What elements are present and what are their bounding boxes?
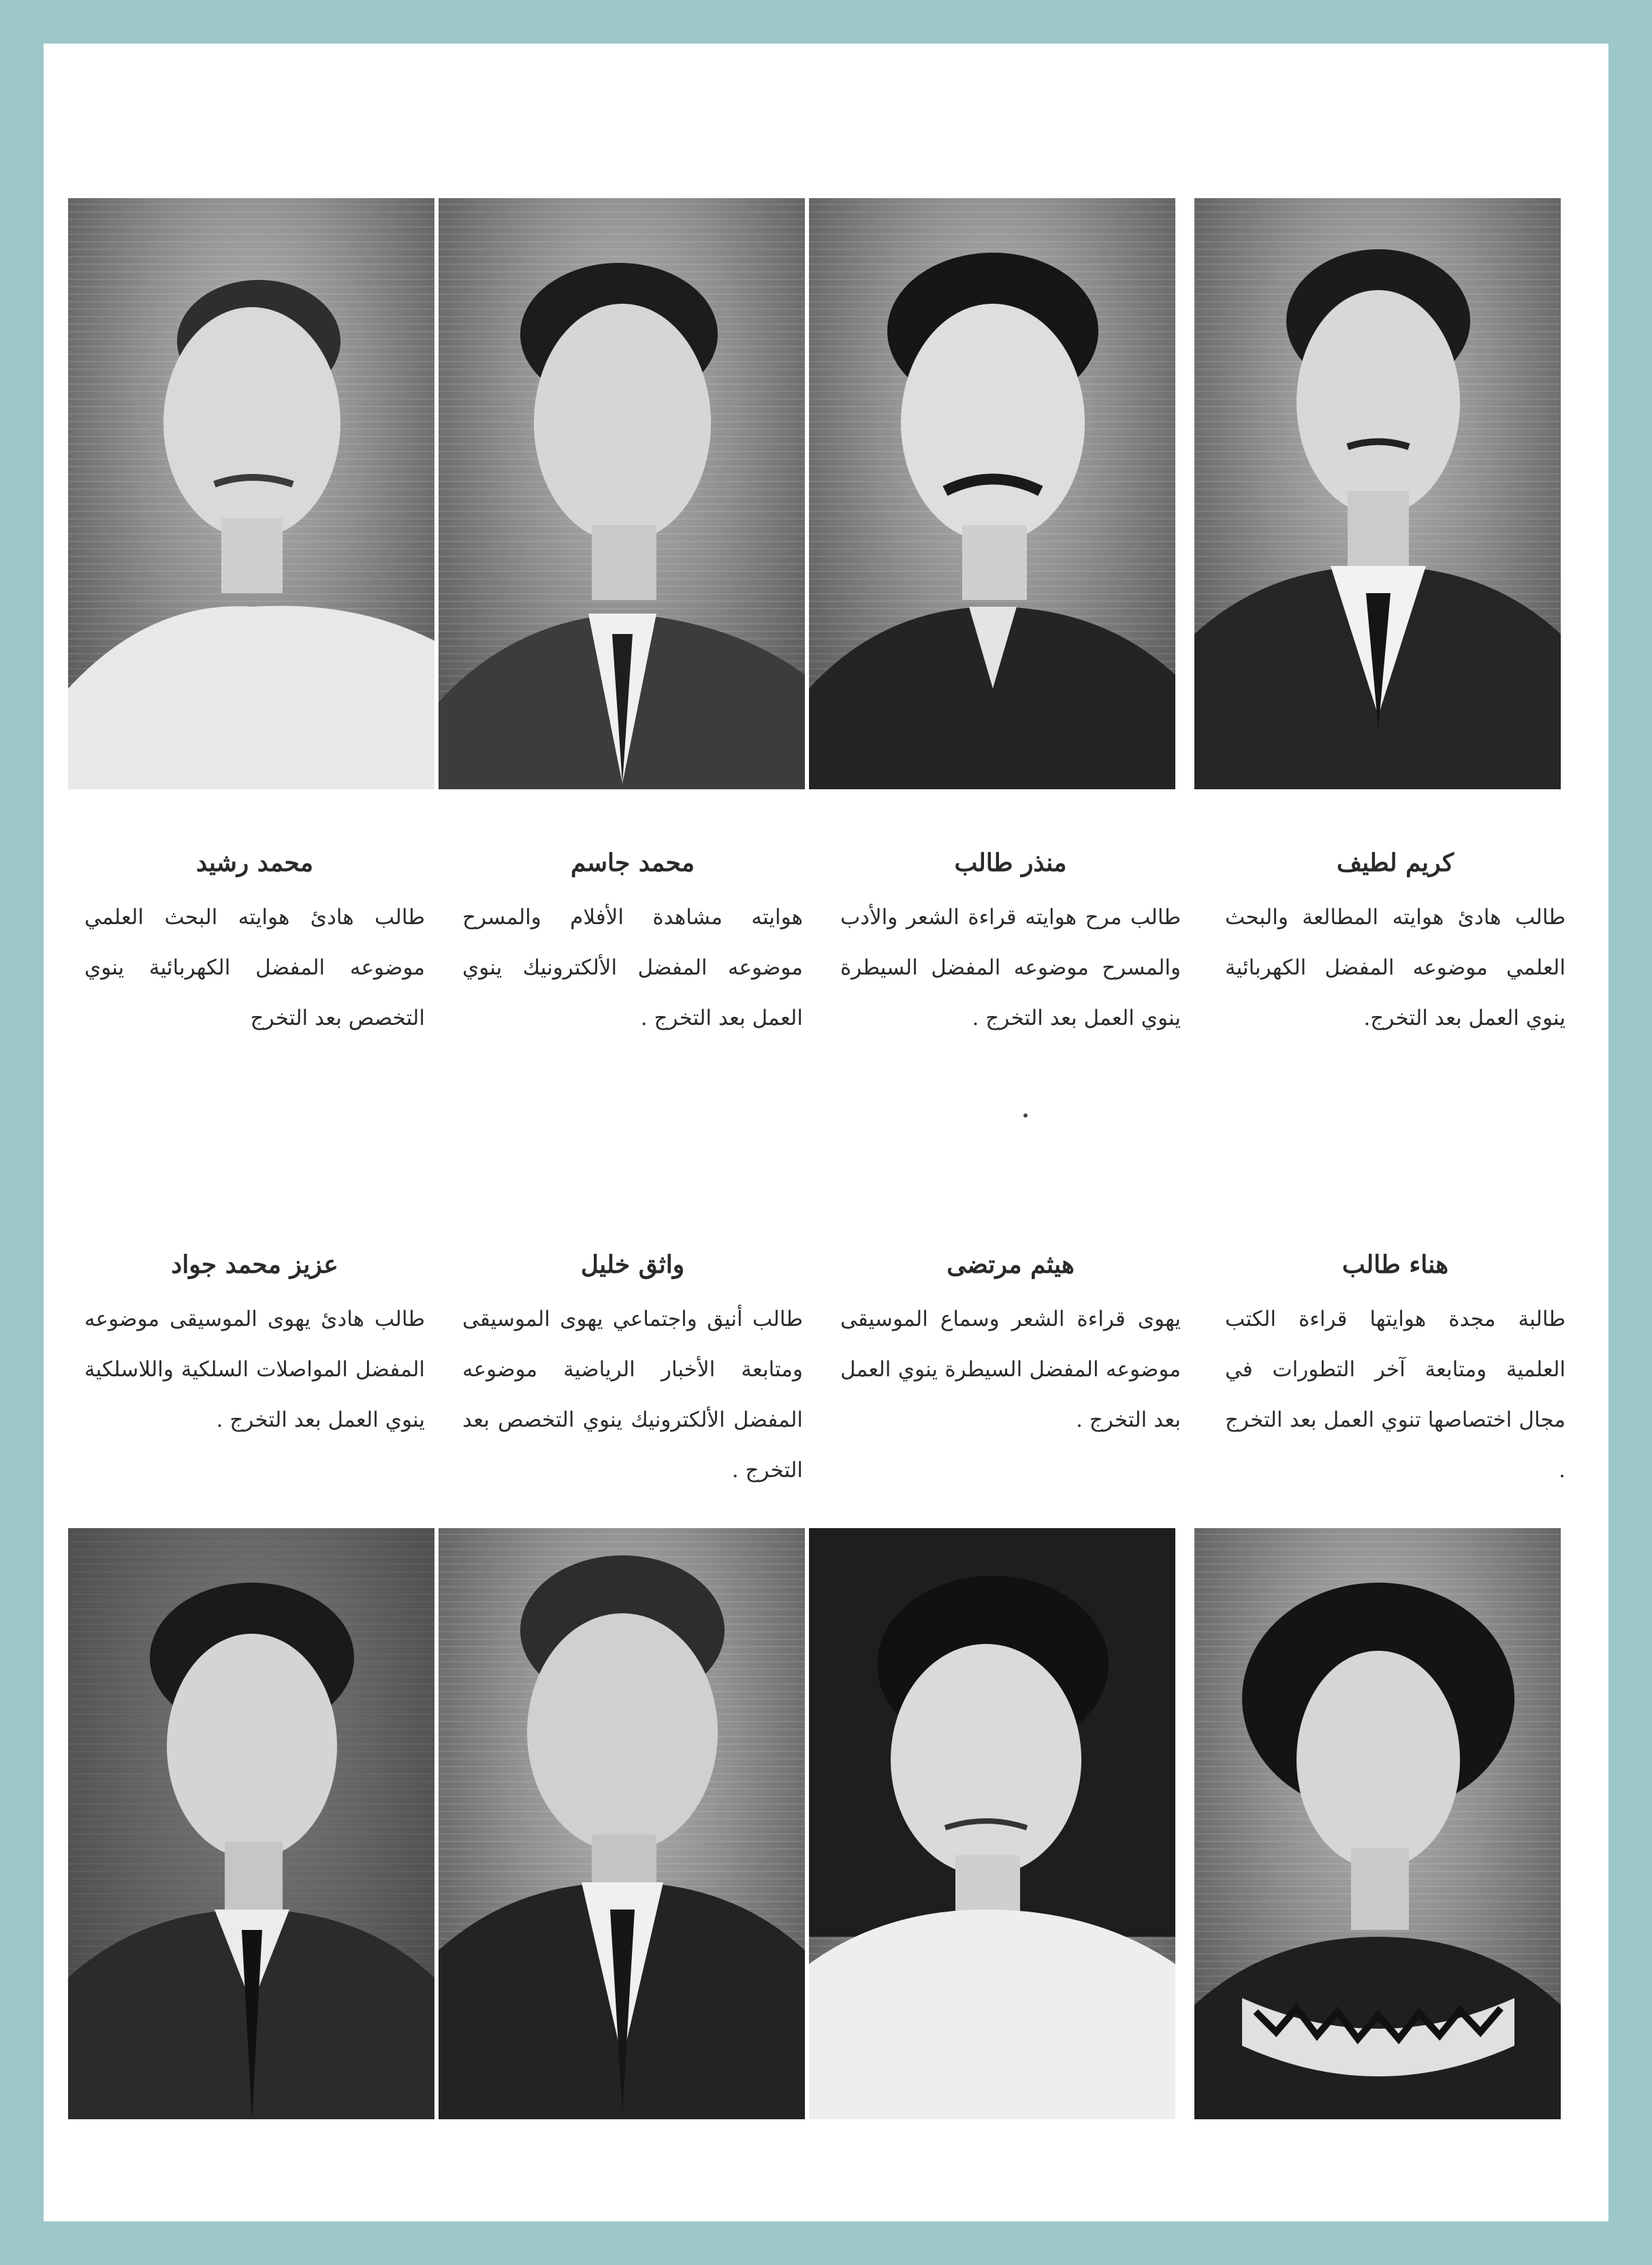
bio-block-haitham-murtada xyxy=(840,1249,1181,1445)
student-name: محمد جاسم xyxy=(570,849,695,877)
student-name: هناء طالب xyxy=(1341,1250,1449,1279)
portrait-photo-karim-latif xyxy=(1194,198,1561,789)
bio-block-mohammed-rashid xyxy=(84,847,425,1043)
bio-block-hanaa-talib xyxy=(1225,1249,1566,1495)
student-bio: يهوى قراءة الشعر وسماع الموسيقى موضوعه المفضل السيطرة ينوي العمل بعد التخرج . xyxy=(840,1307,1181,1432)
portrait-photo-wathiq-khalil xyxy=(439,1528,805,2119)
portrait-photo-mohammed-rashid xyxy=(68,198,434,789)
yearbook-page xyxy=(44,44,1608,2221)
student-name: واثق خليل xyxy=(580,1250,685,1279)
student-name: عزيز محمد جواد xyxy=(171,1250,338,1279)
portrait-photo-munthir-talib xyxy=(809,198,1175,789)
bio-block-wathiq-khalil xyxy=(462,1249,803,1495)
student-name: هيثم مرتضى xyxy=(947,1250,1075,1279)
portrait-photo-aziz-mohammed-jawad xyxy=(68,1528,434,2119)
printed-dot xyxy=(1023,1113,1028,1118)
student-bio: طالب أنيق واجتماعي يهوى الموسيقى ومتابعة الأخبار الرياضية موضوعه المفضل الألكترونيك ينوي التخصص بعد التخرج . xyxy=(462,1307,803,1483)
bio-block-aziz-mohammed-jawad xyxy=(84,1249,425,1445)
student-bio: طالب هادئ يهوى الموسيقى موضوعه المفضل المواصلات السلكية واللاسلكية ينوي العمل بعد التخرج . xyxy=(84,1307,425,1432)
portrait-photo-mohammed-jassim xyxy=(439,198,805,789)
bio-block-munthir-talib xyxy=(840,847,1181,1043)
student-bio: طالب هادئ هوايته البحث العلمي موضوعه المفضل الكهربائية ينوي التخصص بعد التخرج xyxy=(84,905,425,1030)
student-name: منذر طالب xyxy=(954,849,1067,877)
portrait-photo-hanaa-talib xyxy=(1194,1528,1561,2119)
student-name: كريم لطيف xyxy=(1336,849,1455,877)
portrait-photo-haitham-murtada xyxy=(809,1528,1175,2119)
student-bio: طالبة مجدة هوايتها قراءة الكتب العلمية ومتابعة آخر التطورات في مجال اختصاصها تنوي العمل بعد التخرج . xyxy=(1225,1307,1566,1483)
bio-block-mohammed-jassim xyxy=(462,847,803,1043)
student-bio: هوايته مشاهدة الأفلام والمسرح موضوعه المفضل الألكترونيك ينوي العمل بعد التخرج . xyxy=(462,905,803,1030)
student-name: محمد رشيد xyxy=(195,849,314,877)
bio-block-karim-latif xyxy=(1225,847,1566,1043)
student-bio: طالب مرح هوايته قراءة الشعر والأدب والمسرح موضوعه المفضل السيطرة ينوي العمل بعد التخرج . xyxy=(840,905,1181,1030)
student-bio: طالب هادئ هوايته المطالعة والبحث العلمي موضوعه المفضل الكهربائية ينوي العمل بعد التخرج. xyxy=(1225,905,1566,1030)
